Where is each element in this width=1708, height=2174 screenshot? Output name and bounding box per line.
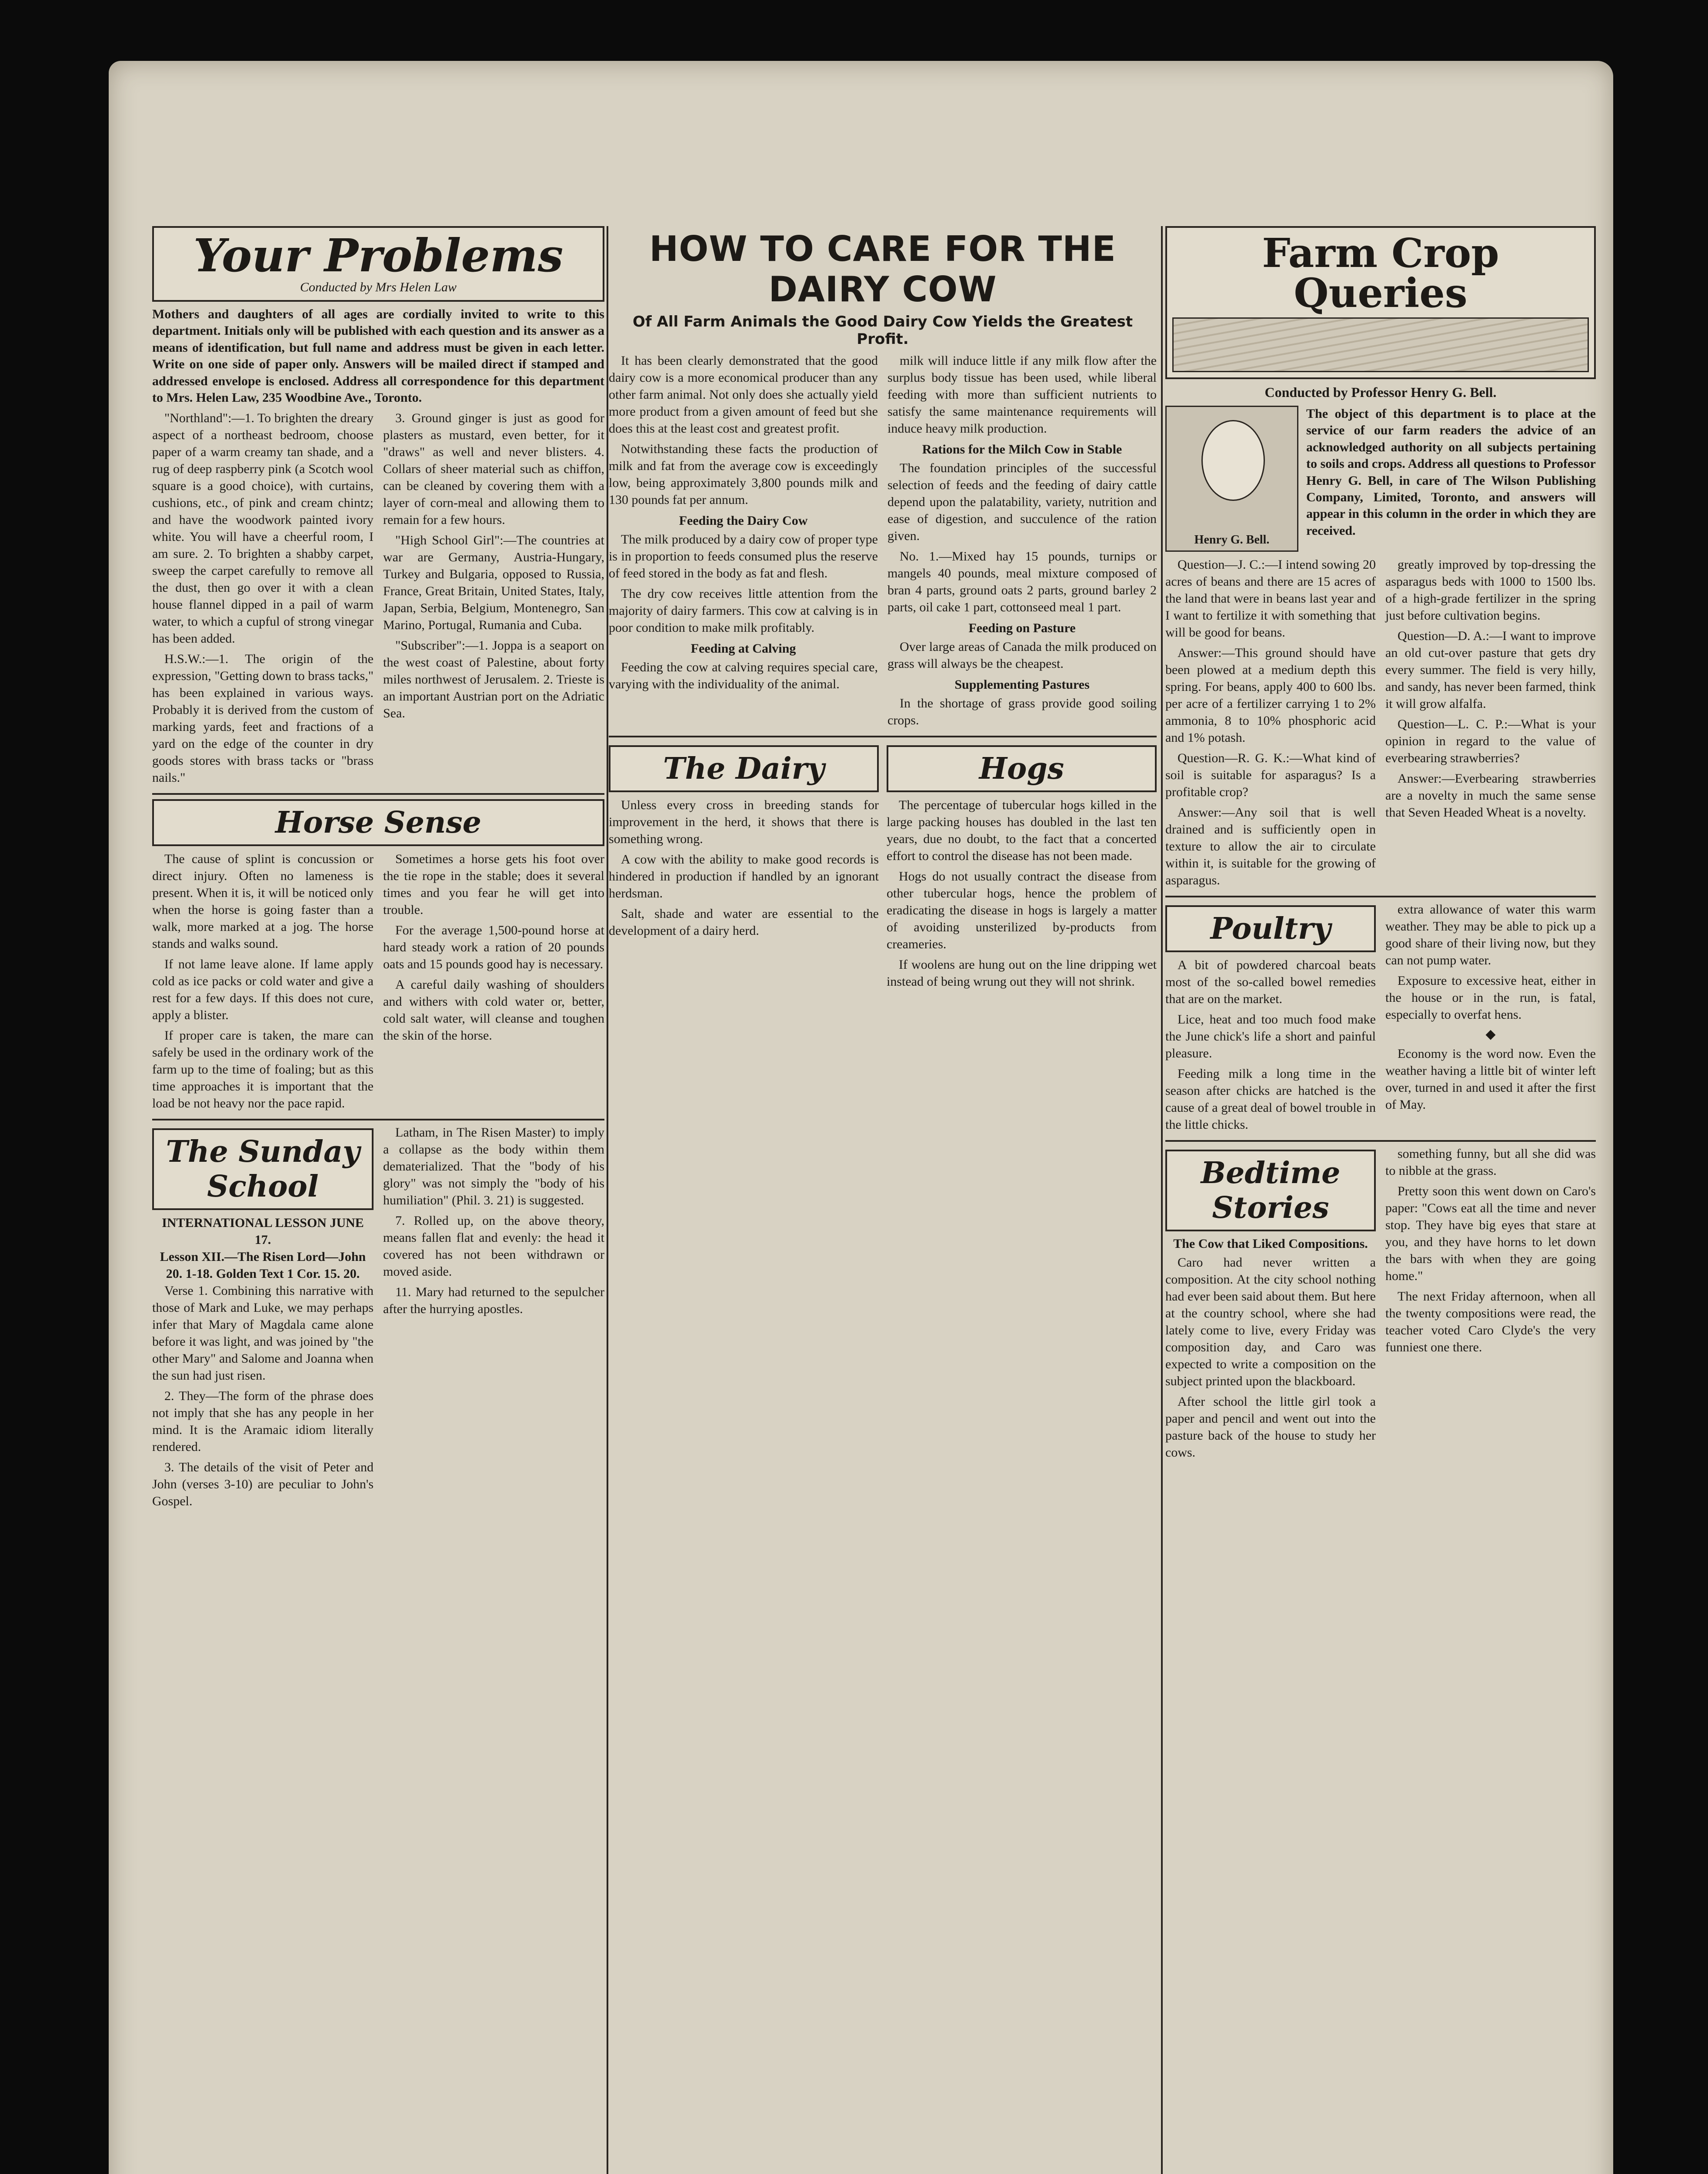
farm-qa: Question—J. C.:—I intend sowing 20 acres of beans and there are 15 acres of the land that were in beans last year and I want to fertilize it with something that will be good for beans. [1165,557,1376,640]
lesson-paragraph: 3. The details of the visit of Peter and John (verses 3-10) are peculiar to John's Gospel. [152,1460,374,1509]
bedtime-stories-header: Bedtime Stories [1165,1150,1376,1231]
your-problems-header [152,226,604,302]
story-paragraph: The next Friday afternoon, when all the twenty compositions were read, the teacher voted Caro Clyde's the very funniest one there. [1385,1289,1596,1354]
poultry-header: Poultry [1165,905,1376,952]
lesson-title: Lesson XII.—The Risen Lord—John 20. 1-18. Golden Text 1 Cor. 15. 20. [160,1250,366,1281]
portrait-face-icon [1201,420,1265,501]
dairy-cow-paragraph: Over large areas of Canada the milk produced on grass will always be the cheapest. [887,640,1157,671]
dairy-cow-subhead: Feeding at Calving [691,641,796,656]
horse-paragraph: The cause of splint is concussion or direct injury. Often no lameness is present. When it is, it will be noticed only when the horse is going faster than a walk, more marked at a jog. The horse stands and walks sound. [152,852,374,951]
poultry-paragraph: Lice, heat and too much food make the June chick's life a short and painful pleasure. [1165,1012,1376,1060]
poultry-paragraph: extra allowance of water this warm weather. They may be able to pick up a good share of their living now, but they can not pump water. [1385,902,1596,967]
story-paragraph: Caro had never written a composition. At the city school nothing had ever been said about them. But here at the country school, where she had lately come to live, every Friday was composition day, and Caro was expected to write a composition on the subject printed upon the blackboard. [1165,1255,1376,1388]
your-problems-title: Your Problems [193,229,564,282]
dairy-cow-paragraph: It has been clearly demonstrated that the good dairy cow is a more economical producer than any other farm animal. Not only does she actually yield more product from a given amount of feed but she does this at the least cost and greatest profit. [609,353,878,436]
dairy-cow-paragraph: Notwithstanding these facts the production of milk and fat from the average cow is exceedingly low, being approximately 3,800 pounds milk and 130 pounds fat per annum. [609,442,878,507]
dairy-paragraph: A cow with the ability to make good records is hindered in production if handled by an ignorant herdsman. [609,852,879,900]
bedtime-stories-section [1165,1145,1596,1464]
farm-byline: Conducted by Professor Henry G. Bell. [1264,384,1497,400]
lesson-paragraph: 11. Mary had returned to the sepulcher after the hurrying apostles. [383,1285,604,1317]
your-problems-body [152,410,604,790]
hogs-header: Hogs [887,745,1157,792]
dairy-cow-paragraph: In the shortage of grass provide good soiling crops. [887,696,1157,727]
poultry-paragraph: Feeding milk a long time in the season after chicks are hatched is the cause of a great deal of bowel trouble in the little chicks. [1165,1067,1376,1132]
dairy-cow-paragraph: The dry cow receives little attention from the majority of dairy farmers. This cow at calving is in poor condition to make milk profitably. [609,587,878,635]
problems-answer: H.S.W.:—1. The origin of the expression, "Getting down to brass tacks," has been explained in various ways. Probably it is derived from the custom of marking yards, feet and fractions of a yard on the edge of the counter in dry goods stores with brass tacks or "brass nails." [152,652,374,785]
lesson-paragraph: 2. They—The form of the phrase does not imply that she has any people in her mind. It is the Aramaic idiom literally rendered. [152,1389,374,1454]
dairy-cow-subhead: Feeding on Pasture [968,621,1076,635]
farm-qa: Answer:—Everbearing strawberries are a novelty in much the same sense that Seven Headed Wheat is a novelty. [1385,771,1596,820]
horse-paragraph: For the average 1,500-pound horse at hard steady work a ration of 20 pounds oats and 15 pounds good hay is necessary. [383,923,604,972]
dairy-paragraph: Salt, shade and water are essential to the development of a dairy herd. [609,907,879,938]
lesson-paragraph: Verse 1. Combining this narrative with those of Mark and Luke, we may perhaps infer that Mary of Magdala came alone before it was light, and was joined by "the other Mary" and Salome and Joanna when the sun had just risen. [152,1284,374,1383]
horse-paragraph: Sometimes a horse gets his foot over the tie rope in the stable; does it several times and you fear he will get into trouble. [383,852,604,917]
dairy-cow-paragraph: milk will induce little if any milk flow after the surplus body tissue has been used, while liberal feeding with more than sufficient nutrients to satisfy the same maintenance requirements will induce heavy milk production. [887,353,1157,436]
dairy-cow-body [609,352,1157,732]
lesson-paragraph: Latham, in The Risen Master) to imply a collapse as the body within them dematerialized. That the "body of his glory" was not simply the "body of his humiliation" (Phil. 3. 21) is suggested. [383,1125,604,1208]
poultry-paragraph: A bit of powdered charcoal beats most of the so-called bowel remedies that are on the market. [1165,958,1376,1006]
dairy-paragraph: Unless every cross in breeding stands for improvement in the herd, it shows that there is something wrong. [609,798,879,846]
horse-sense-header: Horse Sense [152,799,604,846]
horse-sense-body [152,850,604,1115]
farm-qa: Question—R. G. K.:—What kind of soil is suitable for asparagus? Is a profitable crop? [1165,751,1376,799]
story-title: The Cow that Liked Compositions. [1173,1237,1368,1251]
right-column [1165,226,1596,1464]
dairy-cow-paragraph: No. 1.—Mixed hay 15 pounds, turnips or mangels 40 pounds, meal mixture composed of bran 4 parts, ground oats 2 parts, ground barley 2 parts, oil cake 1 part, cottonseed meal 1 part. [887,549,1157,614]
left-column [152,226,604,1513]
dairy-cow-headline: HOW TO CARE FOR THE DAIRY COW [649,229,1116,310]
story-paragraph: Pretty soon this went down on Caro's paper: "Cows eat all the time and never stop. They have big eyes that stare at you, and they have horns to let down the bars with when they are going home." [1385,1184,1596,1283]
dairy-cow-subhead: Supplementing Pastures [954,677,1090,692]
farm-qa: Question—L. C. P.:—What is your opinion in regard to the value of everbearing strawberries? [1385,717,1596,765]
poultry-paragraph: Exposure to excessive heat, either in the house or in the run, is fatal, especially to overfat hens. [1385,974,1596,1022]
hogs-paragraph: Hogs do not usually contract the disease from other tubercular hogs, hence the problem of eradicating the disease in hogs is largely a matter of avoiding unsterilized by-products from creameries. [887,869,1157,951]
poultry-section [1165,901,1596,1137]
problems-answer: "High School Girl":—The countries at war are Germany, Austria-Hungary, Turkey and Bulgaria, opposed to Russia, France, Great Britain, United States, Italy, Japan, Serbia, Belgium, Montenegro, San Marino, Portugal, Rumania and Cuba. [383,533,604,633]
lesson-date: INTERNATIONAL LESSON JUNE 17. [162,1216,364,1247]
farm-field-illustration [1172,317,1589,372]
henry-bell-portrait [1165,406,1298,552]
farm-crop-queries-title: Farm Crop Queries [1262,230,1499,317]
hogs-paragraph: The percentage of tubercular hogs killed in the large packing houses has doubled in the last ten years, due no doubt, to the fact that a concerted effort to control the disease has not been made. [887,798,1157,863]
horse-paragraph: A careful daily washing of shoulders and withers with cold water or, better, cold salt water, will cleanse and toughen the skin of the horse. [383,977,604,1043]
poultry-paragraph: Economy is the word now. Even the weather having a little bit of winter left over, turned in and used it after the first of May. [1385,1047,1596,1112]
dairy-cow-paragraph: The foundation principles of the successful selection of feeds and the feeding of dairy cattle depend upon the palatability, variety, nutrition and ease of digestion, and succulence of the ration given. [887,461,1157,543]
sunday-school-section [152,1124,604,1513]
dairy-cow-subhead: Feeding the Dairy Cow [679,513,808,528]
farm-qa: Answer:—Any soil that is well drained and is sufficiently open in texture to allow the air to circulate within it, is suitable for the growing of asparagus. [1165,805,1376,887]
problems-answer: "Subscriber":—1. Joppa is a seaport on the west coast of Palestine, about forty miles northwest of Jerusalem. 2. Trieste is an important Austrian port on the Adriatic Sea. [383,638,604,721]
sunday-school-header: The Sunday School [152,1128,374,1210]
problems-answer: "Northland":—1. To brighten the dreary aspect of a northeast bedroom, choose paper of a warm creamy tan shade, and a rug of deep raspberry pink (a Scotch wool square is a good choice), with curtains, cushions, etc., of pink and cream chintz; and have the woodwork painted ivory white. You will have a cheerful room, I am sure. 2. To brighten a shabby carpet, sweep the carpet carefully to remove all the dust, then go over it with a clean house flannel dipped in a pail of warm water, to which a cupful of strong vinegar has been added. [152,411,374,646]
your-problems-byline: Conducted by Mrs Helen Law [300,280,457,294]
portrait-caption: Henry G. Bell. [1194,533,1270,547]
dairy-cow-subhead: Rations for the Milch Cow in Stable [922,442,1122,457]
farm-qa: greatly improved by top-dressing the asparagus beds with 1000 to 1500 lbs. of a high-grade fertilizer in the spring just before cultivation begins. [1385,557,1596,623]
lesson-paragraph: 7. Rolled up, on the above theory, means fallen flat and evenly: the head it covered has not been withdrawn or moved aside. [383,1214,604,1279]
divider-diamond-icon: ◆ [1485,1027,1496,1041]
dairy-cow-paragraph: The milk produced by a dairy cow of proper type is in proportion to feeds consumed plus the reserve of feed stored in the body as fat and flesh. [609,532,878,580]
dairy-and-hogs [609,741,1157,994]
story-paragraph: something funny, but all she did was to nibble at the grass. [1385,1147,1596,1178]
horse-paragraph: If proper care is taken, the mare can safely be used in the ordinary work of the farm up to the time of foaling; but as this time approaches it is important that the load be not heavy nor the pace rapid. [152,1028,374,1111]
horse-paragraph: If not lame leave alone. If lame apply cold as ice packs or cold water and give a rest for a few days. If this does not cure, apply a blister. [152,957,374,1023]
newspaper-page [109,61,1613,2174]
farm-qa: Question—D. A.:—I want to improve an old cut-over pasture that gets dry every summer. The field is very hilly, and sandy, has never been farmed, think it will grow alfalfa. [1385,629,1596,711]
farm-intro-block [1165,406,1596,547]
dairy-cow-deck: Of All Farm Animals the Good Dairy Cow Yields the Greatest Profit. [632,313,1133,348]
farm-body [1165,556,1596,892]
your-problems-intro: Mothers and daughters of all ages are cordially invited to write to this department. Initials only will be published with each question and its answer as a means of identification, but full name and address must be given in each letter. Write on one side of paper only. Answers will be mailed direct if stamped and addressed envelope is enclosed. Address all correspondence for this department to Mrs. Helen Law, 235 Woodbine Ave., Toronto. [152,307,604,405]
hogs-paragraph: If woolens are hung out on the line dripping wet instead of being wrung out they will not shrink. [887,957,1157,989]
center-column [609,226,1157,994]
farm-crop-queries-header [1165,226,1596,379]
farm-intro: The object of this department is to place at the service of our farm readers the advice of an acknowledged authority on all subjects pertaining to soils and crops. Address all questions to Professor Henry G. Bell, in care of The Wilson Publishing Company, Limited, Toronto, and answers will appear in this column in the order in which they are received. [1306,407,1596,538]
problems-answer: 3. Ground ginger is just as good for plasters as mustard, even better, for it "draws" as well and never blisters. 4. Collars of sheer material such as chiffon, can be cleaned by covering them with a layer of corn-meal and allowing them to remain for a few hours. [383,411,604,527]
the-dairy-header: The Dairy [609,745,879,792]
story-paragraph: After school the little girl took a paper and pencil and went out into the pasture back of the house to study her cows. [1165,1394,1376,1460]
dairy-cow-paragraph: Feeding the cow at calving requires special care, varying with the individuality of the animal. [609,660,878,691]
farm-qa: Answer:—This ground should have been plowed at a medium depth this spring. For beans, apply 400 to 600 lbs. per acre of a fertilizer carrying 1 to 2% ammonia, 8 to 10% phosphoric acid and 1% potash. [1165,646,1376,745]
